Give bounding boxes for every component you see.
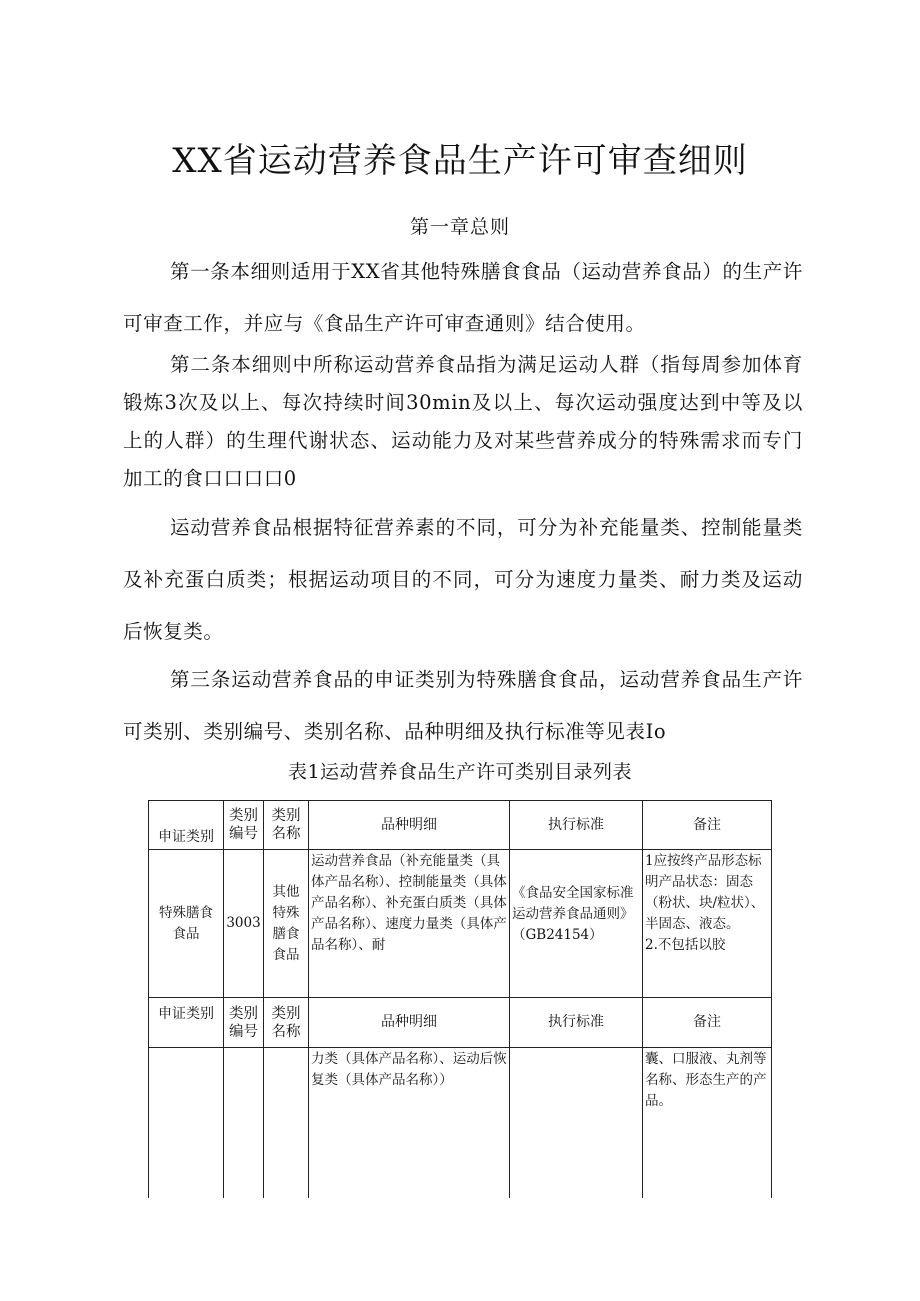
cell-details-continued: 力类（具体产品名称）、运动后恢复类（具体产品名称）） bbox=[309, 1048, 510, 1198]
header-notes: 备注 bbox=[643, 801, 772, 850]
note-item-1: 1应按终产品形态标明产品状态：固态（粉状、块/粒状）、半固态、液态。 bbox=[645, 853, 765, 932]
paragraph-article-3: 第三条运动营养食品的申证类别为特殊膳食食品，运动营养食品生产许可类别、类别编号、类别名称、品种明细及执行标准等见表Io bbox=[123, 668, 803, 743]
cell-notes bbox=[643, 850, 772, 998]
cell-standard: 《食品安全国家标准运动营养食品通则》（GB24154） bbox=[510, 850, 643, 998]
cell-category: 特殊膳食食品 bbox=[149, 850, 224, 998]
header-details-repeat: 品种明细 bbox=[309, 998, 510, 1048]
table-row bbox=[149, 850, 772, 998]
table-header-row-repeat bbox=[149, 998, 772, 1048]
chapter-heading: 第一章总则 bbox=[409, 216, 510, 238]
header-name-repeat: 类别名称 bbox=[264, 998, 309, 1048]
paragraph-classification: 运动营养食品根据特征营养素的不同，可分为补充能量类、控制能量类及补充蛋白质类；根据运动项目的不同，可分为速度力量类、耐力类及运动后恢复类。 bbox=[123, 516, 803, 643]
cell-details: 运动营养食品（补充能量类（具体产品名称）、控制能量类（具体产品名称）、补充蛋白质类（具体产品名称）、速度力量类（具体产品名称）、耐 bbox=[309, 850, 510, 998]
cell-standard-continued bbox=[510, 1048, 643, 1198]
header-code-repeat: 类别编号 bbox=[224, 998, 264, 1048]
header-category-repeat: 申证类别 bbox=[149, 998, 224, 1048]
cell-notes-continued: 囊、口服液、丸剂等名称、形态生产的产品。 bbox=[643, 1048, 772, 1198]
cell-name: 其他特殊膳食食品 bbox=[264, 850, 309, 998]
table-row bbox=[149, 1048, 772, 1198]
header-code: 类别编号 bbox=[224, 801, 264, 850]
cell-code-continued bbox=[224, 1048, 264, 1198]
header-standard-repeat: 执行标准 bbox=[510, 998, 643, 1048]
cell-name-continued bbox=[264, 1048, 309, 1198]
table-header-row bbox=[149, 801, 772, 850]
paragraph-article-2: 第二条本细则中所称运动营养食品指为满足运动人群（指每周参加体育锻炼3次及以上、每次持续时间30min及以上、每次运动强度达到中等及以上的人群）的生理代谢状态、运动能力及对某些营养成分的特殊需求而专门加工的食口口口口0 bbox=[123, 353, 803, 490]
header-name: 类别名称 bbox=[264, 801, 309, 850]
cell-code: 3003 bbox=[224, 850, 264, 998]
header-category: 申证类别 bbox=[149, 801, 224, 850]
header-details: 品种明细 bbox=[309, 801, 510, 850]
document-title: XX省运动营养食品生产许可审查细则 bbox=[172, 140, 748, 181]
cell-category-continued bbox=[149, 1048, 224, 1198]
license-category-table bbox=[148, 800, 772, 1198]
header-standard: 执行标准 bbox=[510, 801, 643, 850]
header-notes-repeat: 备注 bbox=[643, 998, 772, 1048]
note-item-2: 2.不包括以胶 bbox=[645, 937, 726, 953]
table-caption: 表1运动营养食品生产许可类别目录列表 bbox=[287, 761, 633, 783]
paragraph-article-1: 第一条本细则适用于XX省其他特殊膳食食品（运动营养食品）的生产许可审查工作，并应与《食品生产许可审查通则》结合使用。 bbox=[123, 260, 803, 335]
